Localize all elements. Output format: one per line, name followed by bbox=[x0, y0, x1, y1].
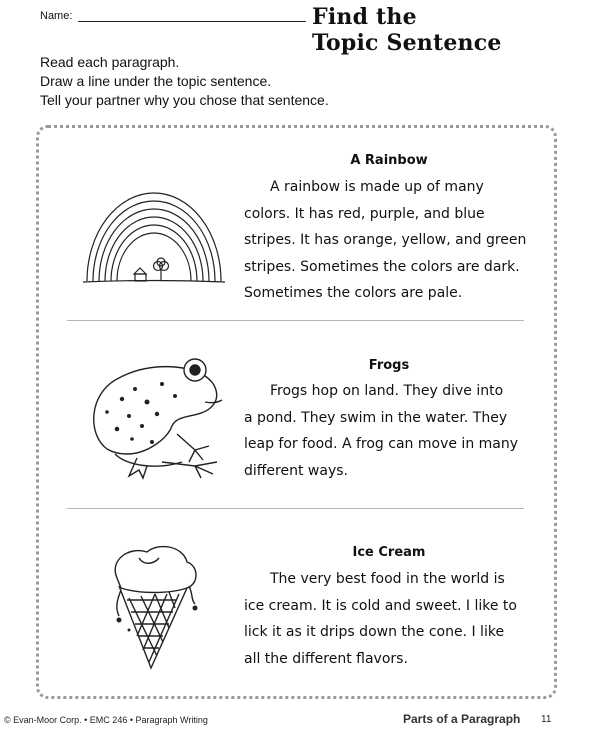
frog-icon bbox=[77, 354, 237, 484]
sentence-line[interactable]: lick it as it drips down the cone. I like bbox=[244, 624, 505, 640]
instruction-line: Tell your partner why you chose that sentence. bbox=[40, 92, 329, 108]
instruction-line: Read each paragraph. bbox=[40, 54, 180, 70]
sentence-line[interactable]: A rainbow is made up of many bbox=[270, 179, 484, 195]
sentence-line[interactable]: colors. It has red, purple, and blue bbox=[244, 205, 485, 222]
rainbow-icon bbox=[79, 176, 229, 286]
instruction-line: Draw a line under the topic sentence. bbox=[40, 73, 272, 89]
paragraph-title: Ice Cream bbox=[352, 545, 426, 560]
sentence-line[interactable]: different ways. bbox=[244, 462, 348, 479]
sentence-line[interactable]: stripes. Sometimes the colors are dark. bbox=[244, 258, 520, 275]
paragraph-text bbox=[244, 174, 544, 307]
sentence-line[interactable]: all the different flavors. bbox=[244, 650, 408, 667]
sentence-line[interactable]: Sometimes the colors are pale. bbox=[244, 285, 463, 301]
instructions bbox=[40, 53, 329, 110]
title-line-1: Find the bbox=[312, 4, 417, 30]
section-divider bbox=[67, 320, 524, 321]
sentence-line[interactable]: leap for food. A frog can move in many bbox=[244, 436, 519, 452]
paragraphs-card bbox=[36, 125, 557, 699]
page-title bbox=[312, 4, 592, 56]
paragraph-text bbox=[244, 378, 544, 484]
section-divider bbox=[67, 508, 524, 509]
sentence-line[interactable]: stripes. It has orange, yellow, and green bbox=[244, 232, 527, 248]
title-line-2: Topic Sentence bbox=[312, 30, 502, 56]
sentence-line[interactable]: Frogs hop on land. They dive into bbox=[270, 383, 504, 399]
ice-cream-cone-icon bbox=[99, 538, 209, 678]
sentence-line[interactable]: ice cream. It is cold and sweet. I like to bbox=[244, 597, 517, 614]
name-label: Name: bbox=[40, 10, 73, 22]
section-name-footer: Parts of a Paragraph bbox=[403, 712, 521, 726]
paragraph-text bbox=[244, 566, 544, 672]
name-field bbox=[40, 10, 306, 22]
paragraph-title: Frogs bbox=[368, 358, 410, 373]
paragraph-title: A Rainbow bbox=[350, 153, 428, 168]
name-write-line[interactable] bbox=[78, 10, 306, 22]
copyright-footer: © Evan-Moor Corp. • EMC 246 • Paragraph Writing bbox=[4, 715, 208, 725]
sentence-line[interactable]: The very best food in the world is bbox=[270, 571, 505, 587]
page-number: 11 bbox=[541, 714, 552, 725]
sentence-line[interactable]: a pond. They swim in the water. They bbox=[244, 409, 508, 426]
